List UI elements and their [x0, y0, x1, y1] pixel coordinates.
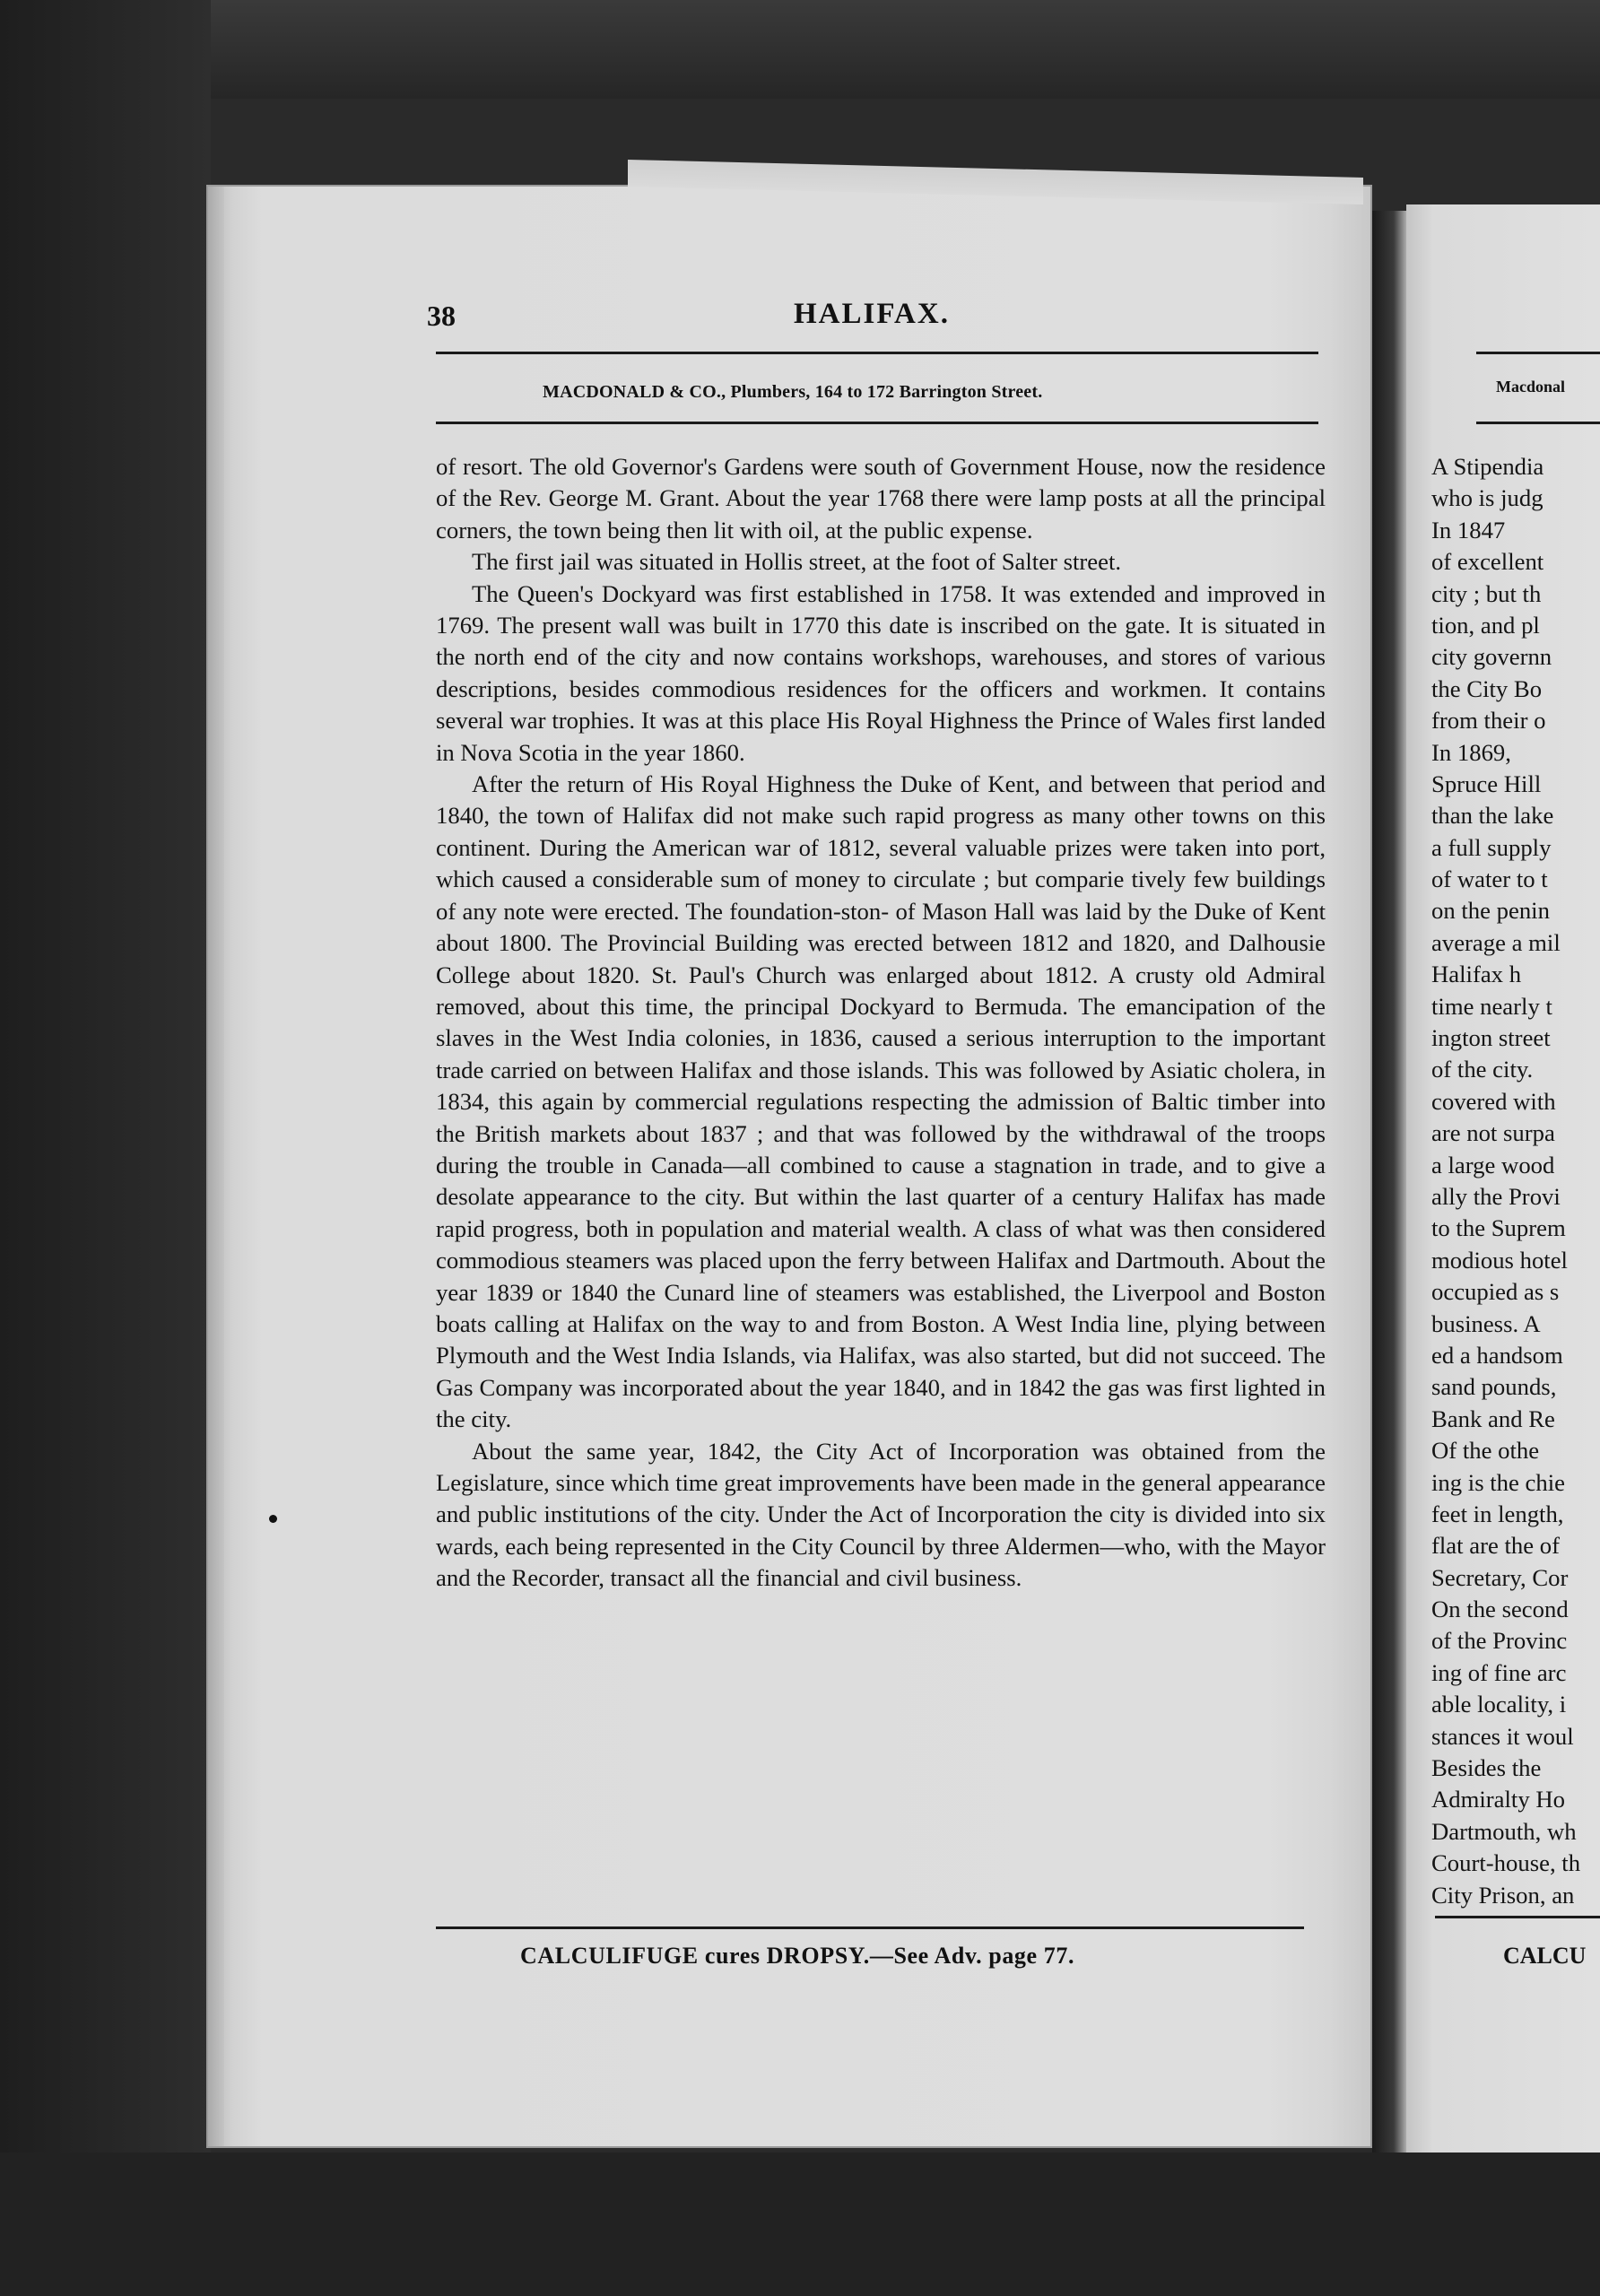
facing-page-line: Admiralty Ho	[1431, 1786, 1565, 1813]
facing-page-line: ing is the chie	[1431, 1468, 1565, 1496]
paragraph: About the same year, 1842, the City Act of Incorporation was obtained from the Legislature, since which time great improvements have been made in the general appearance and public institutions of the city. Under the Act of Incorporation the city is divided into six wards, each being represented in the City Council by three Aldermen—who, with the Mayor and the Recorder, transact all the financial and civil business.	[436, 1437, 1326, 1592]
running-head: HALIFAX.	[794, 298, 950, 330]
header-rule	[436, 352, 1318, 354]
facing-page-footer-rule	[1435, 1916, 1600, 1918]
paragraph: The first jail was situated in Hollis street, at the foot of Salter street.	[472, 548, 1122, 576]
facing-page-line: Secretary, Cor	[1431, 1563, 1569, 1591]
facing-page-line: Spruce Hill	[1431, 770, 1542, 797]
paragraph: After the return of His Royal Highness the Duke of Kent, and between that period and 1840, the town of Halifax did not make such rapid progress as many other towns on this continent. During the American war of 1812, several valuable prizes were taken into port, which caused a considerable sum of money to circulate ; but comparie tively few buildings of any note were erected. The foundation-ston- of Mason Hall was laid by the Duke of Kent about 1800. The Provincial Building was erected between 1812 and 1820, and Dalhousie College about 1820. St. Paul's Church was enlarged about 1812. A crusty old Admiral removed, about this time, the principal Dockyard to Bermuda. The emancipation of the slaves in the West India colonies, in 1836, caused a serious interruption to the important trade carried on between Halifax and those islands. This was followed by Asiatic cholera, in 1834, this again by commercial regulations respecting the admission of Baltic timber into the British markets about 1837 ; and that was followed by the withdrawal of the troops during the trouble in Canada—all combined to cause a stagnation in trade, and to give a desolate appearance to the city. But within the last quarter of a century Halifax has made rapid progress, both in population and material wealth. A class of what was then considered commodious steamers was placed upon the ferry between Halifax and Dartmouth. About the year 1839 or 1840 the Cunard line of steamers was established, the Liverpool and Boston boats calling at Halifax on the way to and from Boston. A West India line, plying between Plymouth and the West India Islands, via Halifax, was also started, but did not succeed. The Gas Company was incorporated about the year 1840, and in 1842 the gas was first lighted in the city.	[436, 770, 1326, 1433]
facing-page-text	[1431, 451, 1600, 1911]
advertisement-rule	[436, 422, 1318, 424]
facing-page-line: ington street	[1431, 1024, 1551, 1052]
facing-page-line: time nearly t	[1431, 992, 1552, 1020]
paragraph: The Queen's Dockyard was first established in 1758. It was extended and improved in 1769. The present wall was built in 1770 this date is inscribed on the gate. It is situated in the north end of the city and now contains workshops, warehouses, and stores of various descriptions, besides commodious residences for the officers and workmen. It contains several war trophies. It was at this place His Royal Highness the Prince of Wales first landed in Nova Scotia in the year 1860.	[436, 579, 1326, 766]
facing-page-line: occupied as s	[1431, 1278, 1560, 1306]
page-number: 38	[427, 300, 456, 332]
facing-page-line: than the lake	[1431, 802, 1554, 830]
facing-page-line: tion, and pl	[1431, 611, 1540, 639]
facing-page-line: feet in length,	[1431, 1500, 1564, 1527]
facing-page-line: on the penin	[1431, 897, 1550, 925]
facing-page-line: stances it woul	[1431, 1722, 1574, 1750]
facing-page-line: city ; but th	[1431, 579, 1542, 607]
facing-page-head: Macdonal	[1496, 378, 1566, 396]
facing-page-line: to the Suprem	[1431, 1214, 1566, 1242]
facing-page-line: a large wood	[1431, 1151, 1555, 1178]
facing-page-line: are not surpa	[1431, 1119, 1555, 1147]
facing-page-line: ed a handsom	[1431, 1341, 1563, 1369]
facing-page-line: City Prison, an	[1431, 1881, 1575, 1909]
facing-page-line: the City Bo	[1431, 674, 1543, 702]
facing-page-line: city governn	[1431, 643, 1552, 671]
bottom-advertisement: CALCULIFUGE cures DROPSY.—See Adv. page 77.	[520, 1943, 1075, 1969]
book-gutter	[1372, 211, 1408, 2152]
facing-page-line: ing of fine arc	[1431, 1658, 1567, 1686]
facing-page-line: of the city.	[1431, 1056, 1534, 1083]
paragraph: of resort. The old Governor's Gardens were south of Government House, now the residence of the Rev. George M. Grant. About the year 1768 there were lamp posts at all the principal corners, the town being then lit with oil, at the public expense.	[436, 453, 1326, 544]
facing-page-line: modious hotel	[1431, 1246, 1568, 1274]
facing-page-line: ally the Provi	[1431, 1182, 1561, 1210]
facing-page-line: business. A	[1431, 1309, 1541, 1337]
facing-page-line: who is judg	[1431, 484, 1543, 512]
facing-page-line: a full supply	[1431, 833, 1552, 861]
facing-page-line: of the Provinc	[1431, 1627, 1568, 1655]
scan-background-bottom	[0, 2152, 1600, 2296]
scan-background-top	[0, 0, 1600, 99]
facing-page-bottom-advertisement: CALCU	[1503, 1943, 1587, 1969]
facing-page-line: from their o	[1431, 707, 1546, 735]
facing-page-rule	[1476, 352, 1600, 354]
scan-background-left	[0, 0, 211, 2296]
facing-page-rule	[1476, 422, 1600, 424]
facing-page-line: On the second	[1431, 1596, 1569, 1623]
facing-page-line: of excellent	[1431, 548, 1544, 576]
facing-page-line: able locality, i	[1431, 1691, 1567, 1718]
facing-page-line: In 1847	[1431, 516, 1506, 544]
page-edge	[208, 187, 224, 2146]
facing-page-line: Dartmouth, wh	[1431, 1817, 1577, 1845]
body-text	[436, 451, 1326, 1595]
margin-mark	[269, 1515, 277, 1523]
facing-page-line: Of the othe	[1431, 1437, 1540, 1465]
facing-page-line: sand pounds,	[1431, 1373, 1557, 1401]
facing-page-line: A Stipendia	[1431, 453, 1544, 480]
footer-rule	[436, 1926, 1304, 1929]
facing-page-line: Halifax h	[1431, 961, 1522, 988]
facing-page-line: Court-house, th	[1431, 1849, 1581, 1877]
facing-page-line: covered with	[1431, 1087, 1556, 1115]
top-advertisement: MACDONALD & CO., Plumbers, 164 to 172 Barrington Street.	[543, 382, 1043, 402]
facing-page-line: Bank and Re	[1431, 1405, 1555, 1432]
facing-page-line: of water to t	[1431, 865, 1548, 893]
facing-page-line: Besides the	[1431, 1754, 1542, 1782]
facing-page-line: flat are the of	[1431, 1532, 1560, 1560]
facing-page-line: average a mil	[1431, 928, 1561, 956]
facing-page-line: In 1869,	[1431, 738, 1511, 766]
